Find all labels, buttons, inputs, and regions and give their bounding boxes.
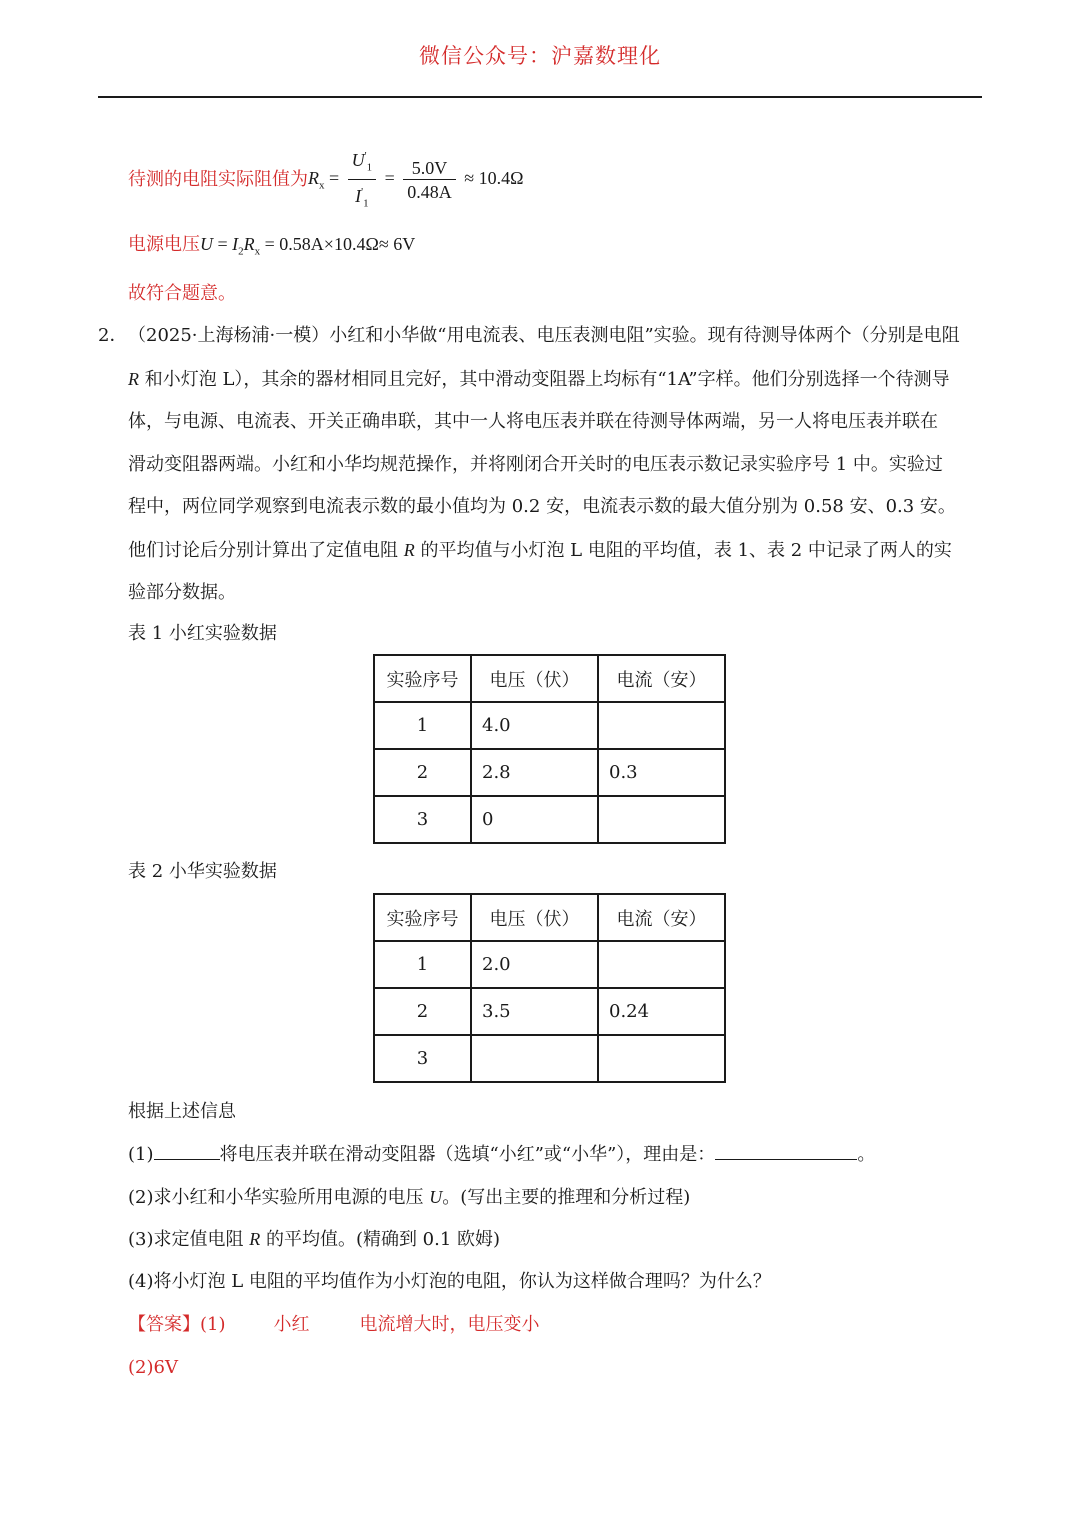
table-header-cell: 实验序号 xyxy=(374,655,471,702)
table-cell: 3.5 xyxy=(471,988,598,1035)
subquestion-text: (2)求小红和小华实验所用电源的电压 xyxy=(128,1187,430,1208)
table-cell: 4.0 xyxy=(471,702,598,749)
subquestion-end: 。 xyxy=(857,1144,876,1165)
table2-container xyxy=(373,893,726,1083)
table-cell: 2.0 xyxy=(471,941,598,988)
table-cell: 3 xyxy=(374,1035,471,1082)
subquestion-1 xyxy=(128,1143,875,1167)
fraction-u1-i1 xyxy=(348,145,376,215)
table-header-row xyxy=(374,894,725,941)
table-cell xyxy=(598,941,725,988)
solution-conclusion: 故符合题意。 xyxy=(128,283,236,304)
table1-caption: 表 1 小红实验数据 xyxy=(128,623,277,644)
equals-sign: = xyxy=(384,168,395,189)
subquestion-number: (1) xyxy=(128,1144,154,1165)
table2 xyxy=(373,893,726,1083)
prime-mark: ' xyxy=(364,150,367,162)
table-cell xyxy=(598,702,725,749)
paragraph-text: 和小灯泡 L），其余的器材相同且完好，其中滑动变阻器上均标有“1A”字样。他们分别选择一个待测导 xyxy=(139,368,950,390)
table-cell: 0.3 xyxy=(598,749,725,796)
r-subscript: x xyxy=(254,245,261,258)
table-cell: 1 xyxy=(374,702,471,749)
fraction-denominator-value: 0.48A xyxy=(407,181,452,202)
subquestion-text: (3)求定值电阻 xyxy=(128,1229,250,1250)
r-symbol: R xyxy=(403,539,415,560)
subquestions-intro: 根据上述信息 xyxy=(128,1101,236,1122)
table-cell: 2 xyxy=(374,988,471,1035)
paragraph-text: 的平均值与小灯泡 L 电阻的平均值，表 1、表 2 中记录了两人的实 xyxy=(414,539,952,561)
paragraph-text: 他们讨论后分别计算出了定值电阻 xyxy=(128,539,404,561)
subquestion-text: 的平均值。(精确到 0.1 欧姆) xyxy=(260,1229,501,1250)
voltage-result: = 0.58A×10.4Ω≈ 6V xyxy=(260,234,416,254)
rx-expression xyxy=(308,150,524,210)
rx-formula xyxy=(128,145,524,215)
header-divider xyxy=(98,96,982,98)
paragraph-line: 验部分数据。 xyxy=(128,582,236,603)
table-row xyxy=(374,702,725,749)
u-symbol: U xyxy=(200,234,213,254)
subquestion-text: 。(写出主要的推理和分析过程) xyxy=(442,1187,691,1208)
fraction-numerator-value: 5.0V xyxy=(403,157,456,180)
table-header-cell: 实验序号 xyxy=(374,894,471,941)
voltage-prefix: 电源电压 xyxy=(128,234,200,255)
answer-blank xyxy=(715,1143,857,1160)
table-cell: 1 xyxy=(374,941,471,988)
question-paragraph xyxy=(128,315,982,615)
rx-symbol: R xyxy=(308,168,319,189)
paragraph-line xyxy=(128,529,982,573)
table-cell xyxy=(598,796,725,843)
fraction-values xyxy=(403,157,456,204)
equals-sign: = xyxy=(329,168,340,189)
table1 xyxy=(373,654,726,844)
equals-sign: = xyxy=(213,234,233,254)
table-row xyxy=(374,988,725,1035)
subquestion-4: (4)将小灯泡 L 电阻的平均值作为小灯泡的电阻，你认为这样做合理吗？为什么？ xyxy=(128,1271,771,1292)
i-symbol: I xyxy=(232,234,239,254)
table-row xyxy=(374,941,725,988)
rx-prefix: 待测的电阻实际阻值为 xyxy=(128,169,308,191)
table-cell xyxy=(471,1035,598,1082)
table-cell: 0.24 xyxy=(598,988,725,1035)
table2-caption: 表 2 小华实验数据 xyxy=(128,861,277,882)
voltage-formula xyxy=(128,232,415,264)
r-symbol: R xyxy=(249,1229,261,1249)
subquestion-2 xyxy=(128,1185,690,1210)
answer-blank xyxy=(154,1143,220,1160)
paragraph-line: 体，与电源、电流表、开关正确串联，其中一人将电压表并联在待测导体两端，另一人将电压表并联在 xyxy=(128,411,938,432)
subquestion-text: 将电压表并联在滑动变阻器（选填“小红”或“小华”），理由是： xyxy=(219,1144,716,1165)
i-symbol: I xyxy=(355,185,362,206)
rx-result: ≈ 10.4Ω xyxy=(464,168,524,189)
paragraph-line: 滑动变阻器两端。小红和小华均规范操作，并将刚闭合开关时的电压表示数记录实验序号 1 中。实验过 xyxy=(128,453,943,475)
rx-subscript: x xyxy=(319,179,325,192)
table-header-row xyxy=(374,655,725,702)
i-subscript: 2 xyxy=(238,245,244,258)
r-symbol: R xyxy=(128,368,139,389)
fraction-denominator xyxy=(348,180,376,216)
voltage-expression xyxy=(200,234,416,258)
page-header-title: 微信公众号：沪嘉数理化 xyxy=(419,44,661,68)
paragraph-line: 程中，两位同学观察到电流表示数的最小值均为 0.2 安，电流表示数的最大值分别为 0.58 安、0.3 安。 xyxy=(128,496,956,517)
u-subscript: 1 xyxy=(366,161,373,174)
table-row xyxy=(374,1035,725,1082)
i-subscript: 1 xyxy=(363,197,369,210)
u-symbol: U xyxy=(351,150,365,170)
answer-label: 【答案】(1) xyxy=(128,1314,226,1335)
fraction-numerator xyxy=(348,145,376,180)
table-row xyxy=(374,796,725,843)
table-cell: 0 xyxy=(471,796,598,843)
answer-line-2: (2)6V xyxy=(128,1357,178,1378)
table1-container xyxy=(373,654,726,844)
question-number: 2． xyxy=(98,325,128,346)
subquestion-3 xyxy=(128,1227,500,1252)
table-header-cell: 电压（伏） xyxy=(471,655,598,702)
answer-line-1 xyxy=(128,1313,540,1337)
table-header-cell: 电流（安） xyxy=(598,894,725,941)
paragraph-line xyxy=(128,358,982,402)
table-header-cell: 电压（伏） xyxy=(471,894,598,941)
prime-mark: ' xyxy=(361,185,364,198)
table-row xyxy=(374,749,725,796)
answer-1: 小红 xyxy=(273,1314,310,1335)
table-cell xyxy=(598,1035,725,1082)
r-symbol: R xyxy=(243,234,255,254)
answer-1-reason: 电流增大时，电压变小 xyxy=(359,1314,540,1335)
table-header-cell: 电流（安） xyxy=(598,655,725,702)
table-cell: 2 xyxy=(374,749,471,796)
table-cell: 2.8 xyxy=(471,749,598,796)
paragraph-line: （2025·上海杨浦·一模）小红和小华做“用电流表、电压表测电阻”实验。现有待测导体两个（分别是电阻 xyxy=(128,325,960,346)
u-symbol: U xyxy=(429,1187,443,1207)
table-cell: 3 xyxy=(374,796,471,843)
